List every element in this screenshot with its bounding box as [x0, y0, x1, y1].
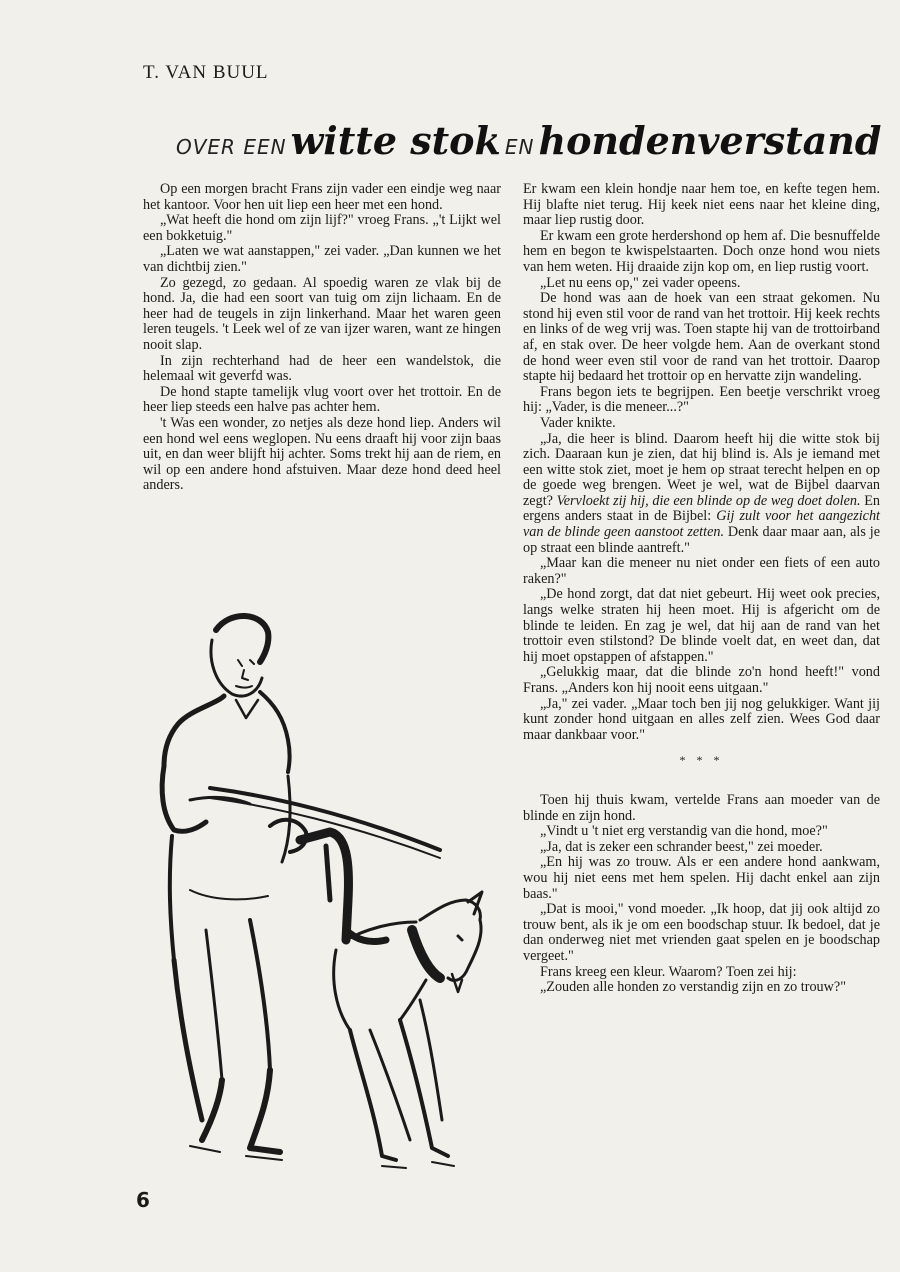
paragraph: Er kwam een grote herdershond op hem af. Die besnuffelde hem en begon te kwispelstaarten. Doch onze hond wou niets van hem weten. Hij draaide zijn kop om, en liep rustig voort.	[523, 227, 880, 275]
paragraph: „De hond zorgt, dat dat niet gebeurt. Hij weet ook precies, langs welke straten hij heen moet. Hij is afgericht om de blinde te leiden. En zag je wel, dat hij aan de rand van het trottoir even stilstond? De blinde voelt dat, en weet dan, dat hij moet opstappen of afstappen."	[523, 586, 880, 665]
paragraph: „Ja, dat is zeker een schrander beest," zei moeder.	[540, 838, 823, 855]
paragraph: „Laten we wat aanstappen," zei vader. „Dan kunnen we het van dichtbij zien."	[143, 243, 501, 275]
page-number: 6	[136, 1188, 150, 1212]
paragraph: „Zouden alle honden zo verstandig zijn en zo trouw?"	[540, 979, 846, 996]
paragraph: Vader knikte.	[540, 414, 616, 431]
paragraph-text: En ergens anders staat in de Bijbel:	[523, 492, 881, 525]
left-column	[143, 182, 501, 494]
paragraph: In zijn rechterhand had de heer een wandelstok, die helemaal wit geverfd was.	[143, 352, 501, 385]
paragraph: „Ja," zei vader. „Maar toch ben jij nog gelukkiger. Want jij kunt zonder hond uitgaan en alles zelf zien. Wees God daar maar dankbaar voor."	[523, 695, 880, 743]
bible-quote: Vervloekt zij hij, die een blinde op de weg doet dolen.	[556, 492, 861, 509]
paragraph: Er kwam een klein hondje naar hem toe, en kefte tegen hem. Hij blafte niet terug. Hij keek niet eens naar het kleine ding, maar liep rustig door.	[523, 181, 880, 229]
paragraph: Op een morgen bracht Frans zijn vader een eindje weg naar het kantoor. Voor hen uit liep een heer met een hond.	[143, 181, 501, 213]
paragraph: 't Was een wonder, zo netjes als deze hond liep. Anders wil een hond wel eens weglopen. Nu eens draaft hij voor zijn baas uit, en dan weer blijft hij achter. Soms trekt hij aan de riem, en wil op een andere hond afstuiven. Maar deze hond deed heel anders.	[143, 414, 501, 494]
paragraph: De hond was aan de hoek van een straat gekomen. Nu stond hij even stil voor de rand van het trottoir. Hij keek rechts en links of de weg vrij was. Toen stapte hij van de trottoirband af, en stak over. De heer volgde hem. Aan de overkant stond de hond weer even stil voor de rand van het trottoir. Daarop stapte hij bedaard het trottoir op en hervatte zijn wandeling.	[523, 290, 880, 385]
paragraph: Toen hij thuis kwam, vertelde Frans aan moeder van de blinde en zijn hond.	[523, 791, 880, 824]
paragraph: „En hij was zo trouw. Als er een andere hond aankwam, wou hij niet eens met hem spelen. Hij dacht enkel aan zijn baas."	[523, 854, 880, 902]
author-name: T. VAN BUUL	[143, 62, 269, 83]
guide-dog-illustration	[150, 600, 510, 1180]
paragraph-text: „Ja, die heer is blind. Daarom heeft hij die witte stok bij zich. Daaraan kun je zien, dat hij blind is. Als je iemand met een witte stok ziet, moet je hem op straat terecht helpen en op de goede weg brengen. Weet je wel, wat de Bijbel daarvan zegt?	[523, 430, 880, 509]
article-title	[176, 118, 882, 163]
paragraph: „Dat is mooi," vond moeder. „Ik hoop, dat jij ook altijd zo trouw bent, als ik je om een boodschap stuur. Ik bedoel, dat je dan onderweg niet met vrienden gaat spelen en je boodschap vergeet."	[523, 901, 880, 964]
title-hondenverstand: hondenverstand	[538, 118, 882, 163]
title-over-een: OVER EEN	[176, 135, 287, 159]
paragraph	[523, 432, 880, 557]
paragraph: „Gelukkig maar, dat die blinde zo'n hond heeft!" vond Frans. „Anders kon hij nooit eens uitgaan."	[523, 664, 880, 696]
paragraph: „Vindt u 't niet erg verstandig van die hond, moe?"	[540, 823, 828, 840]
title-en: EN	[504, 135, 535, 159]
paragraph: De hond stapte tamelijk vlug voort over het trottoir. En de heer liep steeds een halve pas achter hem.	[143, 383, 501, 416]
paragraph-text: Denk daar maar aan, als je op straat een blinde aantreft."	[523, 524, 880, 556]
paragraph: Zo gezegd, zo gedaan. Al spoedig waren ze vlak bij de hond. Ja, die had een soort van tuig om zijn lichaam. En de heer had de teugels in zijn linkerhand. Maar het waren geen leren teugels. 't Leek wel of ze van ijzer waren, want ze hingen nooit slap.	[143, 274, 501, 353]
paragraph: Frans kreeg een kleur. Waarom? Toen zei hij:	[540, 963, 797, 980]
paragraph: Frans begon iets te begrijpen. Een beetje verschrikt vroeg hij: „Vader, is die meneer...?"	[523, 383, 880, 416]
paragraph: „Wat heeft die hond om zijn lijf?" vroeg Frans. „'t Lijkt wel een bokketuig."	[143, 212, 501, 244]
title-witte-stok: witte stok	[290, 118, 501, 163]
paragraph: „Maar kan die meneer nu niet onder een fiets of een auto raken?"	[523, 555, 880, 587]
bible-quote: Gij zult voor het aangezicht van de blinde geen aanstoot zetten.	[523, 508, 880, 541]
right-column	[523, 182, 880, 996]
paragraph: „Let nu eens op," zei vader opeens.	[540, 274, 741, 291]
section-separator: * * *	[679, 753, 724, 768]
